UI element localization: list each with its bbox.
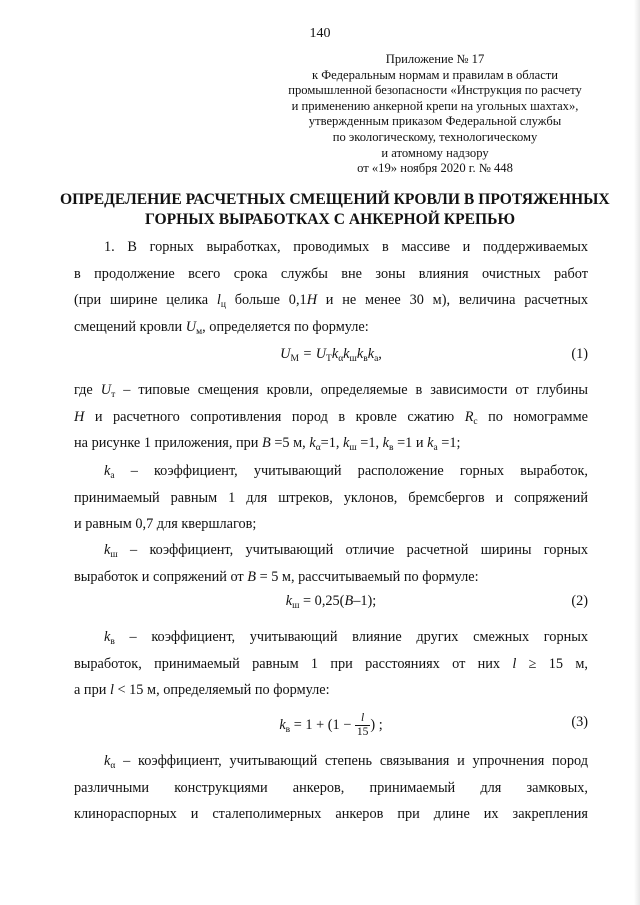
formula-2 [74,593,588,619]
fraction: $\frac{l}{15}$ [356,712,369,738]
text-line: выработок, принимаемый равным 1 при расстояниях от них l ≥ 15 м, [74,655,588,672]
appendix-line: по экологическому, технологическому [332,129,538,144]
title-line-2: ГОРНЫХ ВЫРАБОТКАХ С АНКЕРНОЙ КРЕПЬЮ [144,211,516,228]
appendix-line: утвержденным приказом Федеральной службы [308,114,562,129]
text-line: различными конструкциями анкеров, принимаемый для замковых, [74,779,588,796]
text-line: а при l < 15 м, определяемый по формуле: [74,682,330,698]
paragraph-2 [74,377,588,457]
paragraph-6 [74,748,588,828]
paragraph-5 [74,624,588,704]
page-number: 140 [309,26,331,41]
appendix-line: промышленной безопасности «Инструкция по расчету [288,83,582,98]
text-line: H и расчетного сопротивления пород в кровле сжатию $R_с$ по номограмме [74,408,588,427]
text-line: клинораспорных и сталеполимерных анкеров при длине их закрепления [74,806,588,822]
text-line: где $U_т$ – типовые смещения кровли, определяемые в зависимости от глубины [74,382,588,400]
text-line: 1. В горных выработках, проводимых в массиве и поддерживаемых [104,239,588,255]
paragraph-3 [74,458,588,538]
formula-3 [74,710,588,744]
text-line: $k_в$ – коэффициент, учитывающий влияние других смежных горных [104,629,588,647]
text-line: в продолжение всего срока службы вне зоны влияния очистных работ [74,265,588,282]
appendix-line: к Федеральным нормам и правилам в области [311,67,559,82]
appendix-line: Приложение № 17 [385,52,485,66]
appendix-line: и атомному надзору [381,145,489,160]
text-line: и равным 0,7 для квершлагов; [74,516,257,532]
appendix-line: и применению анкерной крепи на угольных шахтах», [291,98,579,113]
formula-2-number: (2) [571,593,588,609]
formula-3-expression: $k_в = 1 + (1$ − $\frac{l}{15}$ ) ; [279,712,383,738]
text-line: смещений кровли $U_м$, определяется по формуле: [74,318,369,337]
scan-edge-shadow [634,0,640,905]
formula-2-expression: $k_ш = 0,25(B-1)$; [285,593,377,611]
text-line: (при ширине целика $l_ц$ больше 0,1H и не менее 30 м), величина расчетных [74,292,588,310]
text-line: выработок и сопряжений от B = 5 м, рассчитываемый по формуле: [74,568,479,585]
text-line: $k_а$ – коэффициент, учитывающий расположение горных выработок, [104,463,588,481]
formula-1-number: (1) [571,346,588,362]
text-line: на рисунке 1 приложения, при B =5 м, $k_\alpha=1$, $k_ш =1$, $k_в =1$ и $k_а =1$; [74,435,461,453]
document-title [60,190,610,230]
paragraph-1 [74,234,588,340]
appendix-line: от «19» ноября 2020 г. № 448 [357,161,513,176]
appendix-header [270,52,600,177]
formula-1-expression: $U_М = U_Тk_\alpha k_шk_вk_а$, [280,346,382,364]
paragraph-4 [74,537,588,590]
formula-1 [74,346,588,372]
text-line: принимаемый равным 1 для штреков, уклонов, бремсбергов и сопряжений [74,489,588,506]
text-line: $k_\alpha$ – коэффициент, учитывающий степень связывания и упрочнения пород [104,753,588,771]
formula-3-number: (3) [571,714,588,730]
text-line: $k_ш$ – коэффициент, учитывающий отличие расчетной ширины горных [104,542,588,560]
title-line-1: ОПРЕДЕЛЕНИЕ РАСЧЕТНЫХ СМЕЩЕНИЙ КРОВЛИ В ПРОТЯЖЕННЫХ [60,191,610,208]
